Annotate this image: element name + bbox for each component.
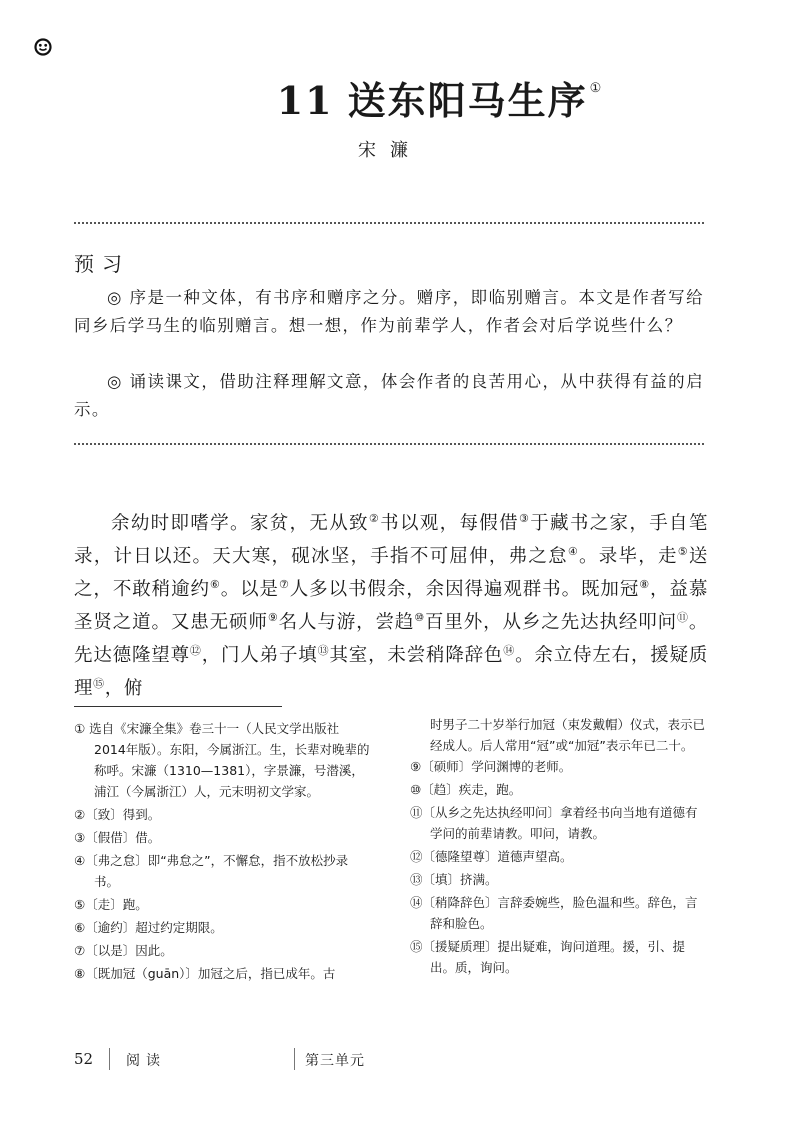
- footnote: ⑪〔从乡之先达执经叩问〕拿着经书向当地有道德有学问的前辈请教。叩问，请教。: [410, 805, 698, 841]
- main-text-segment: 人多以书假余，余因得遍观群书。既加冠: [289, 579, 640, 600]
- footnote: ⑨〔硕师〕学问渊博的老师。: [410, 759, 572, 774]
- footnote: ⑭〔稍降辞色〕言辞委婉些，脸色温和些。辞色，言辞和脸色。: [410, 895, 698, 931]
- preview-heading: 预习: [74, 252, 130, 276]
- main-text-segment: 。以是: [220, 579, 279, 600]
- footnote-marker: ⑥: [209, 577, 221, 591]
- preview-paragraph-1: ◎ 序是一种文体，有书序和赠序之分。赠序，即临别赠言。本文是作者写给同乡后学马生的临别赠言。想一想，作为前辈学人，作者会对后学说些什么？: [74, 288, 704, 335]
- footnote-marker: ⑧: [639, 577, 651, 591]
- footnote-marker: ⑭: [503, 643, 516, 657]
- footnote-marker: ⑪: [677, 610, 689, 624]
- footnote-marker: ⑨: [267, 610, 279, 624]
- main-text-segment: ，俯: [104, 678, 143, 699]
- footnote-marker: ④: [567, 544, 579, 558]
- main-text-segment: 送之，不敢稍逾约: [74, 546, 708, 600]
- footnote: ⑦〔以是〕因此。: [74, 943, 173, 958]
- lesson-title-text: 送东阳马生序: [347, 78, 588, 123]
- footnote: ⑮〔援疑质理〕提出疑难，询问道理。援，引、提出。质，询问。: [410, 939, 686, 975]
- page-number: 52: [74, 1050, 94, 1068]
- main-text-segment: 书以观，每假借: [380, 513, 519, 534]
- main-text-segment: ，门人弟子填: [201, 645, 318, 666]
- main-text-segment: 百里外，从乡之先达执经叩问: [425, 612, 677, 633]
- dotted-divider-bottom: [74, 443, 704, 445]
- dotted-divider-top: [74, 222, 704, 224]
- lesson-title: [0, 70, 800, 125]
- footer-separator: [109, 1048, 110, 1070]
- author: 宋濂: [358, 140, 422, 161]
- footnote-marker: ⑮: [93, 676, 105, 690]
- footnote-rule: [74, 706, 282, 707]
- footnote: ⑫〔德隆望尊〕道德声望高。: [410, 849, 573, 864]
- main-text-paragraph: [74, 507, 708, 705]
- footnote: ① 选自《宋濂全集》卷三十一（人民文学出版社2014年版）。东阳，今属浙江。生，长辈对晚辈的称呼。宋濂（1310—1381），字景濂，号潜溪，浦江（今属浙江）人，元末明初文学家。: [74, 721, 370, 799]
- footnotes-right-list: [410, 756, 706, 978]
- footnote-continuation: 时男子二十岁举行加冠（束发戴帽）仪式，表示已经成人。后人常用“冠”或“加冠”表示年已二十。: [430, 717, 706, 753]
- footer-unit: 第三单元: [305, 1053, 365, 1069]
- footnote: ④〔弗之怠〕即“弗怠之”，不懈怠，指不放松抄录书。: [74, 853, 349, 889]
- smiley-face-icon: [34, 38, 52, 56]
- preview-paragraph-2: ◎ 诵读课文，借助注释理解文意，体会作者的良苦用心，从中获得有益的启示。: [74, 372, 704, 419]
- footer-section: 阅读: [126, 1053, 166, 1069]
- footnotes-left-column: [74, 718, 370, 986]
- main-text-segment: 其室，未尝稍降辞色: [329, 645, 504, 666]
- footnote: ⑬〔填〕挤满。: [410, 872, 498, 887]
- main-text-segment: 。录毕，走: [578, 546, 678, 567]
- footnotes-right-column: [410, 714, 706, 980]
- footnote-marker: ⑫: [189, 643, 202, 657]
- footnote: ⑥〔逾约〕超过约定期限。: [74, 920, 223, 935]
- footnote: ⑧〔既加冠（guān）〕加冠之后，指已成年。古: [74, 966, 336, 981]
- footnote-marker: ⑤: [677, 544, 689, 558]
- title-footnote-mark: ①: [589, 81, 604, 96]
- footnote-marker: ⑬: [317, 643, 330, 657]
- main-text-segment: 。余立侍左右，援疑质理: [74, 645, 709, 699]
- footnote-marker: ⑩: [414, 610, 426, 624]
- main-text-segment: ，益慕圣贤之道。又患无硕师: [74, 579, 708, 633]
- footnote-marker: ⑦: [278, 577, 290, 591]
- footer-separator: [294, 1048, 295, 1070]
- footnote: ②〔致〕得到。: [74, 807, 161, 822]
- footnote: ③〔假借〕借。: [74, 830, 161, 845]
- footnote-marker: ③: [518, 511, 531, 525]
- footnote: ⑩〔趋〕疾走，跑。: [410, 782, 522, 797]
- footnote-marker: ②: [368, 511, 381, 525]
- main-text-segment: 于藏书之家，手自笔录，计日以还。天大寒，砚冰坚，手指不可屈伸，弗之怠: [74, 513, 708, 567]
- main-text-segment: 名人与游，尝趋: [278, 612, 415, 633]
- footnote: ⑤〔走〕跑。: [74, 897, 148, 912]
- main-text-segment: 。先达德隆望尊: [74, 612, 708, 666]
- lesson-number: 11: [276, 78, 334, 123]
- main-text-segment: 余幼时即嗜学。家贫，无从致: [111, 513, 369, 534]
